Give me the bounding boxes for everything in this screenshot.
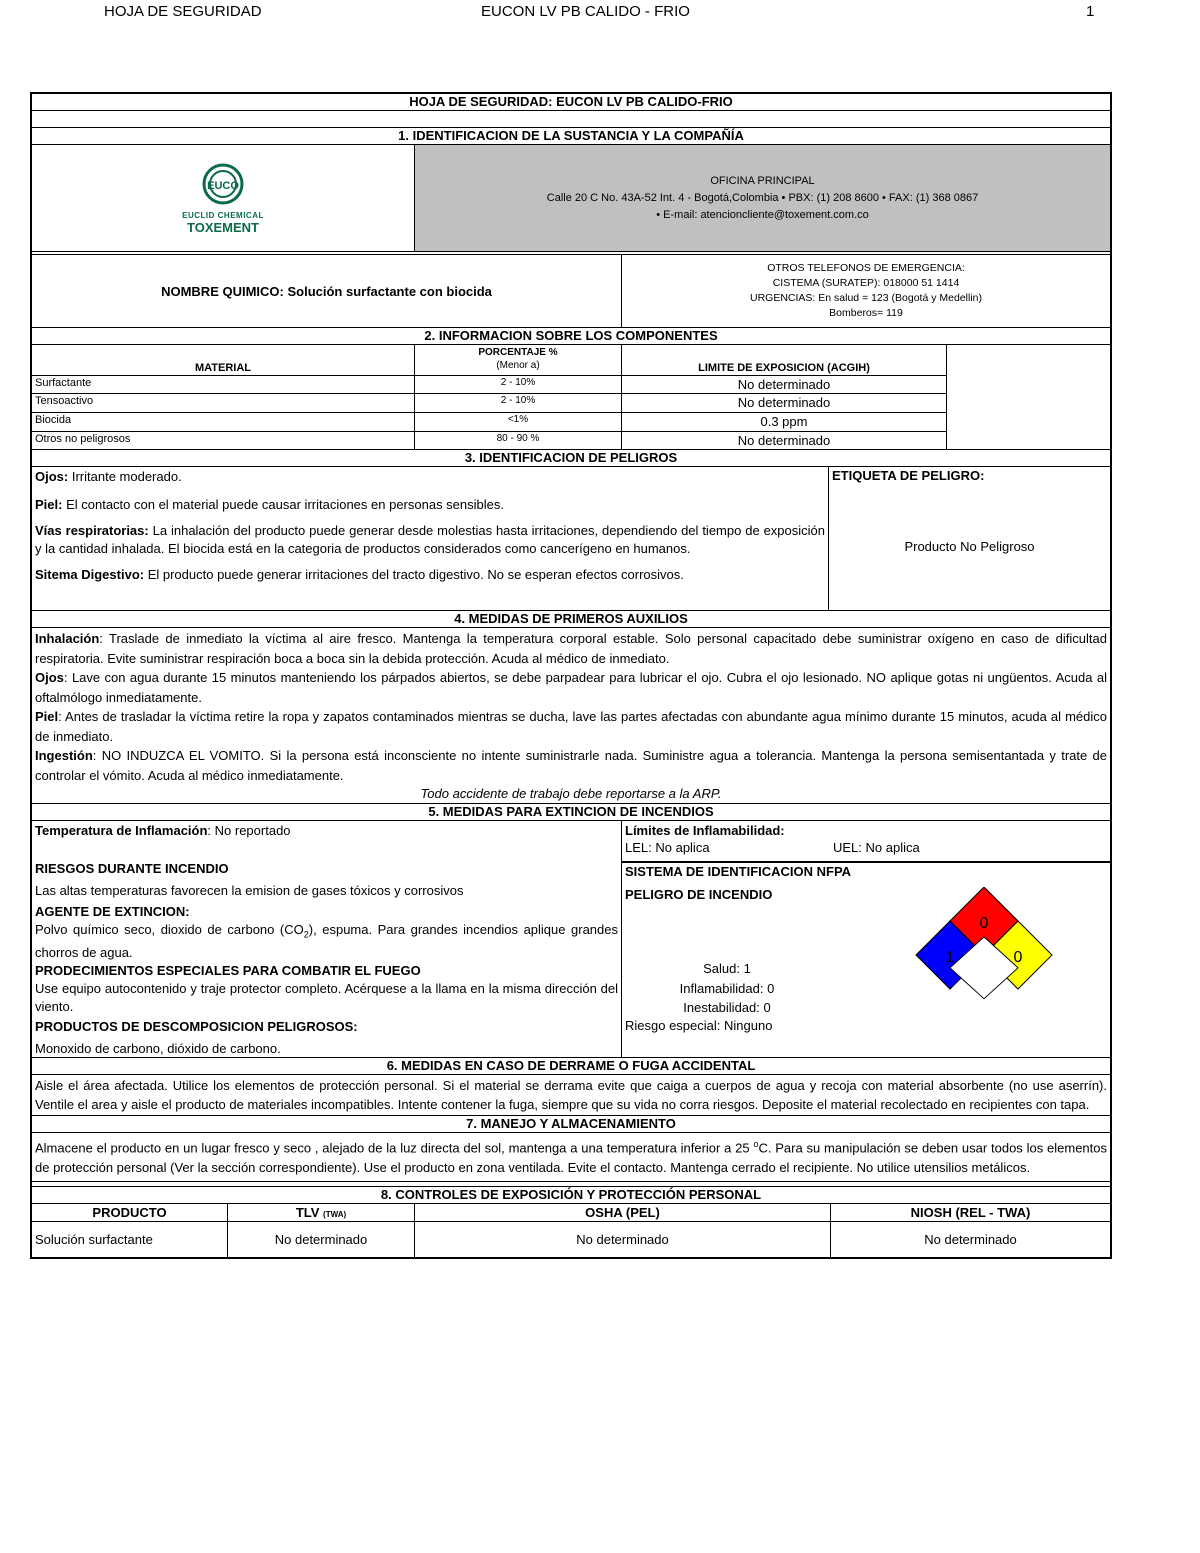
flammability-limits — [622, 821, 1110, 863]
flash-point-label: Temperatura de Inflamación — [35, 823, 208, 838]
company-logo — [32, 145, 415, 251]
first-aid-ingestion — [35, 746, 1107, 785]
section-2-heading: 2. INFORMACION SOBRE LOS COMPONENTES — [32, 328, 1110, 345]
table-row — [32, 376, 946, 394]
col-tlv-label: TLV — [295, 1205, 320, 1221]
col-osha: OSHA (PEL) — [415, 1204, 831, 1221]
rating-health: Salud: 1 — [703, 961, 751, 976]
page-header-title: EUCON LV PB CALIDO - FRIO — [481, 3, 690, 20]
storage-text — [32, 1133, 1110, 1182]
extinguishing-text-a: Polvo químico seco, dioxido de carbono (CO — [35, 922, 304, 937]
nfpa-instability-value: 0 — [1013, 949, 1023, 966]
section-7-heading: 7. MANEJO Y ALMACENAMIENTO — [32, 1116, 1110, 1133]
hazards-text — [32, 467, 829, 610]
first-aid-ingestion-label: Ingestión — [35, 748, 93, 763]
chemical-row — [32, 254, 1110, 328]
hazard-digestive-text: El producto puede generar irritaciones del tracto digestivo. No se esperan efectos corrosivos. — [144, 567, 684, 582]
first-aid-ingestion-text: : NO INDUZCA EL VOMITO. Si la persona está inconsciente no intente suministrarle nada. Suministre agua a tolerancia. Mantenga la persona semisentantada y trate de controlar el vómito. Acuda al médico inmediatamente. — [35, 748, 1107, 783]
flammability-limits-values — [625, 839, 1107, 856]
flash-point-value: : No reportado — [207, 823, 291, 838]
cell-percentage: <1% — [415, 413, 622, 431]
sheet-title: HOJA DE SEGURIDAD: EUCON LV PB CALIDO-FRIO — [32, 94, 1110, 111]
chemical-name: NOMBRE QUIMICO: Solución surfactante con biocida — [32, 255, 622, 327]
nfpa-health-value: 1 — [945, 949, 955, 966]
col-tlv-sub: (TWA) — [323, 1210, 347, 1220]
hazard-digestive — [35, 566, 825, 584]
cell-niosh: No determinado — [924, 1232, 1017, 1248]
cell-limit: No determinado — [737, 395, 831, 410]
hazard-skin — [35, 496, 825, 514]
hazard-eyes-label: Ojos: — [35, 469, 69, 484]
rating-instability: Inestabilidad: 0 — [683, 1000, 771, 1015]
hazard-skin-text: El contacto con el material puede causar irritaciones en personas sensibles. — [62, 497, 504, 512]
emergency-phones — [622, 255, 1110, 327]
col-percentage-line1: PORCENTAJE % — [478, 347, 558, 358]
section-5-heading: 5. MEDIDAS PARA EXTINCION DE INCENDIOS — [32, 804, 1110, 821]
nfpa-system — [622, 863, 1110, 1033]
extinguishing-text-b: ), espuma. Para grandes incendios aplique grandes chorros de agua. — [35, 922, 619, 960]
nfpa-flammability-value: 0 — [979, 915, 989, 932]
extinguishing-title: AGENTE DE EXTINCION: — [35, 904, 190, 919]
components-empty-column — [946, 345, 1110, 449]
fire-left — [32, 821, 622, 1057]
first-aid-skin-text: : Antes de trasladar la víctima retire la ropa y zapatos contaminados mientras se ducha, lave las partes afectadas con abundante agua mínimo durante 15 minutos, acuda al médico de inmediato. — [35, 709, 1107, 744]
procedures-title: PRODECIMIENTOS ESPECIALES PARA COMBATIR EL FUEGO — [35, 962, 421, 978]
storage-text-b: C. Para su manipulación se deben usar todos los elementos de protección personal (Ver la sección correspondiente). Use el producto en zona ventilada. Evite el contacto. Mantenga cerrado el recipiente. No utilice utensilios metálicos. — [35, 1140, 1107, 1175]
extinguishing-subscript: 2 — [303, 929, 309, 940]
rating-special: Riesgo especial: Ninguno — [625, 1018, 773, 1033]
hazard-label-title: ETIQUETA DE PELIGRO: — [832, 468, 985, 483]
col-material: MATERIAL — [32, 345, 415, 375]
degree-mark: o — [753, 1139, 759, 1149]
hazard-respiratory — [35, 522, 825, 558]
section-8-heading: 8. CONTROLES DE EXPOSICIÓN Y PROTECCIÓN PERSONAL — [32, 1187, 1110, 1204]
components-grid — [32, 345, 946, 449]
page-header-left: HOJA DE SEGURIDAD — [104, 3, 262, 20]
col-product: PRODUCTO — [32, 1204, 228, 1221]
emergency-line: URGENCIAS: En salud = 123 (Bogotá y Medellin) — [750, 292, 982, 304]
procedures-text: Use equipo autocontenido y traje protector completo. Acérquese a la llama en la misma dirección del viento. — [35, 980, 618, 1014]
lel-value: LEL: No aplica — [625, 840, 710, 855]
hazard-respiratory-label: Vías respiratorias: — [35, 523, 149, 538]
section-1-heading: 1. IDENTIFICACION DE LA SUSTANCIA Y LA COMPAÑÍA — [32, 128, 1110, 145]
hazard-eyes — [35, 468, 825, 486]
first-aid-eyes-text: : Lave con agua durante 15 minutos manteniendo los párpados abiertos, se debe parpadear para lubricar el ojo. Cubra el ojo lesionado. NO aplique gotas ni ungüentos. Acuda al oftalmólogo inmediatamente. — [35, 670, 1107, 705]
cell-product: Solución surfactante — [32, 1222, 228, 1257]
rating-flammability: Inflamabilidad: 0 — [679, 980, 775, 996]
hazards-row — [32, 467, 1110, 611]
extinguishing-text — [35, 921, 618, 962]
hazard-eyes-text: Irritante moderado. — [68, 469, 182, 484]
office-email: • E-mail: atencioncliente@toxement.com.co — [656, 208, 869, 221]
first-aid-skin — [35, 707, 1107, 746]
fire-risks-text: Las altas temperaturas favorecen la emision de gases tóxicos y corrosivos — [35, 883, 464, 898]
table-row — [32, 1222, 1110, 1257]
cell-limit: No determinado — [737, 433, 831, 448]
table-row — [32, 432, 946, 449]
table-row — [32, 413, 946, 432]
nfpa-title: SISTEMA DE IDENTIFICACION NFPA — [625, 864, 852, 879]
fire-row — [32, 821, 1110, 1058]
hazard-skin-label: Piel: — [35, 497, 63, 512]
col-percentage — [415, 345, 622, 375]
exposure-header — [32, 1204, 1110, 1222]
col-exposure-limit: LIMITE DE EXPOSICION (ACGIH) — [698, 362, 870, 374]
hazard-digestive-label: Sitema Digestivo: — [35, 567, 145, 582]
hazard-label-value: Producto No Peligroso — [904, 539, 1035, 554]
office-info — [415, 145, 1110, 251]
cell-material: Tensoactivo — [32, 394, 415, 412]
cell-limit: 0.3 ppm — [760, 414, 808, 429]
first-aid-inhalation-text: : Traslade de inmediato la víctima al aire fresco. Mantenga la temperatura corporal estable. Solo personal capacitado debe suministrar oxígeno en caso de dificultad respiratoria. Evite suministrar respiración boca a boca sin la debida protección. Acuda al médico de inmediato. — [35, 631, 1107, 666]
flash-point — [35, 822, 618, 840]
cell-percentage: 2 - 10% — [415, 376, 622, 393]
logo-brand-line2: TOXEMENT — [187, 219, 259, 235]
first-aid-skin-label: Piel — [35, 709, 59, 724]
first-aid-inhalation-label: Inhalación — [35, 631, 100, 646]
cell-percentage: 80 - 90 % — [415, 432, 622, 449]
fire-right — [622, 821, 1110, 1057]
first-aid-eyes — [35, 668, 1107, 707]
office-address: Calle 20 C No. 43A-52 Int. 4 - Bogotá,Colombia • PBX: (1) 208 8600 • FAX: (1) 368 0867 — [546, 191, 979, 204]
cell-percentage: 2 - 10% — [415, 394, 622, 412]
first-aid-eyes-label: Ojos — [35, 670, 64, 685]
emergency-line: CISTEMA (SURATEP): 018000 51 1414 — [772, 277, 960, 289]
logo-badge-text: EUCO — [207, 179, 239, 192]
safety-data-sheet — [30, 92, 1112, 1259]
euco-logo-icon — [197, 162, 249, 208]
cell-limit: No determinado — [737, 377, 831, 392]
decomposition-text: Monoxido de carbono, dióxido de carbono. — [35, 1040, 281, 1056]
cell-material: Otros no peligrosos — [32, 432, 415, 449]
flammability-limits-title: Límites de Inflamabilidad: — [625, 823, 785, 838]
office-title: OFICINA PRINCIPAL — [710, 174, 815, 187]
col-niosh: NIOSH (REL - TWA) — [910, 1205, 1031, 1221]
company-row — [32, 145, 1110, 252]
cell-material: Surfactante — [32, 376, 415, 393]
cell-tlv: No determinado — [228, 1222, 415, 1257]
emergency-line: OTROS TELEFONOS DE EMERGENCIA: — [767, 262, 965, 274]
components-header — [32, 345, 946, 376]
first-aid-note: Todo accidente de trabajo debe reportarse a la ARP. — [420, 786, 722, 801]
spacer-row — [32, 111, 1110, 128]
nfpa-diamond — [914, 887, 1054, 1011]
section-3-heading: 3. IDENTIFICACION DE PELIGROS — [32, 450, 1110, 467]
cell-material: Biocida — [32, 413, 415, 431]
emergency-line: Bomberos= 119 — [829, 307, 903, 319]
cell-osha: No determinado — [415, 1222, 831, 1257]
page-number: 1 — [1086, 3, 1095, 20]
storage-text-a: Almacene el producto en un lugar fresco y seco , alejado de la luz directa del sol, mantenga a una temperatura inferior a 25 — [35, 1140, 754, 1156]
first-aid-inhalation — [35, 629, 1107, 668]
uel-value: UEL: No aplica — [833, 840, 920, 855]
col-percentage-line2: (Menor a) — [496, 360, 540, 371]
hazard-label-box — [829, 467, 1110, 610]
fire-hazard-title: PELIGRO DE INCENDIO — [625, 887, 773, 902]
nfpa-ratings — [622, 959, 832, 1018]
section-6-heading: 6. MEDIDAS EN CASO DE DERRAME O FUGA ACCIDENTAL — [32, 1058, 1110, 1075]
first-aid-text — [32, 628, 1110, 804]
section-4-heading: 4. MEDIDAS DE PRIMEROS AUXILIOS — [32, 611, 1110, 628]
fire-risks-title: RIESGOS DURANTE INCENDIO — [35, 861, 229, 876]
logo-brand-line1: EUCLID CHEMICAL — [182, 210, 264, 220]
components-table — [32, 345, 1110, 450]
hazard-respiratory-text: La inhalación del producto puede generar desde molestias hasta irritaciones, dependiendo del tiempo de exposición y la cantidad inhalada. El biocida está en la categoria de productos considerados como cancerígeno en humanos. — [35, 523, 825, 556]
decomposition-title: PRODUCTOS DE DESCOMPOSICION PELIGROSOS: — [35, 1018, 358, 1034]
col-tlv — [228, 1204, 415, 1221]
spill-text: Aisle el área afectada. Utilice los elementos de protección personal. Si el material se derrama evite que caiga a cuerpos de agua y recoja con material absorbente (no use aserrín). Ventile el area y aisle el producto de materiales incompatibles. Intente contener la fuga, siempre que su vida no corra riesgos. Deposite el material recolectado en recipientes con tapa. — [32, 1075, 1110, 1116]
table-row — [32, 394, 946, 413]
